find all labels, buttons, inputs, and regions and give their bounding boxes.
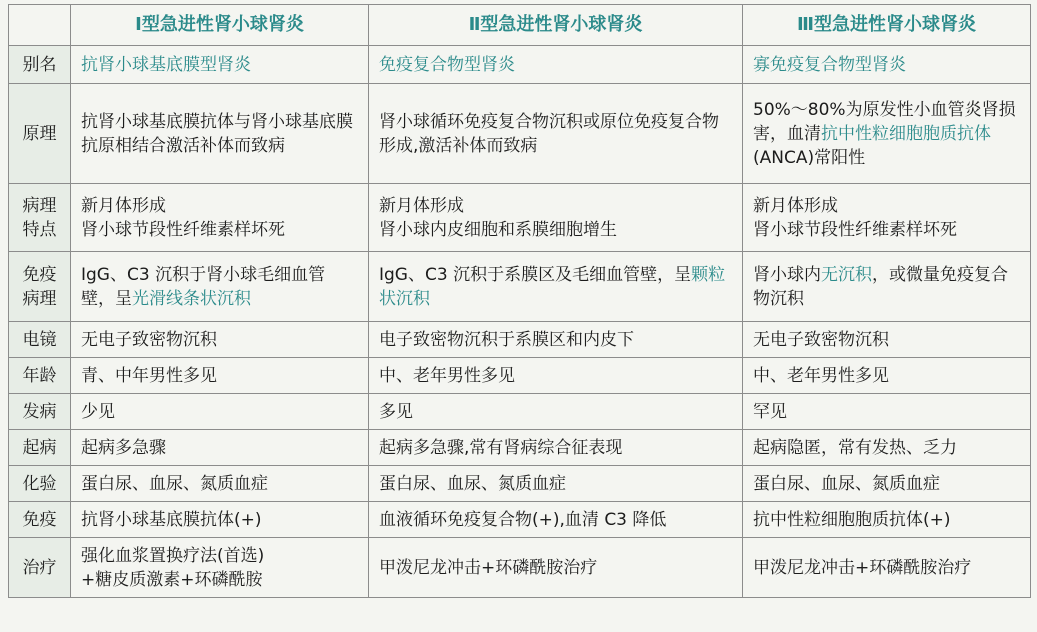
row-label: 原理	[9, 84, 71, 184]
cell-text: 起病多急骤,常有肾病综合征表现	[379, 437, 623, 458]
table-body	[9, 46, 1031, 598]
cell-text: 蛋白尿、血尿、氮质血症	[379, 473, 566, 494]
cell-text: 新月体形成 肾小球节段性纤维素样坏死	[81, 195, 285, 240]
highlighted-text: 颗粒状沉积	[379, 264, 726, 309]
cell-text: 起病隐匿，常有发热、乏力	[753, 437, 957, 458]
cell-text: 抗中性粒细胞胞质抗体(+)	[753, 509, 951, 530]
row-label: 治疗	[9, 538, 71, 598]
header-type-1: Ⅰ型急进性肾小球肾炎	[71, 5, 369, 46]
table-cell-type-1	[71, 358, 369, 394]
row-label: 年龄	[9, 358, 71, 394]
highlighted-text: 免疫复合物型肾炎	[379, 54, 515, 75]
header-type-3: Ⅲ型急进性肾小球肾炎	[743, 5, 1031, 46]
cell-text: IgG、C3 沉积于肾小球毛细血管壁，呈	[81, 264, 326, 309]
cell-text: 无电子致密物沉积	[753, 329, 889, 350]
cell-text: 蛋白尿、血尿、氮质血症	[81, 473, 268, 494]
table-cell-type-2	[369, 430, 743, 466]
cell-text: 肾小球内	[753, 264, 821, 285]
row-label: 别名	[9, 46, 71, 84]
row-label: 发病	[9, 394, 71, 430]
table-cell-type-1	[71, 252, 369, 322]
cell-text: 少见	[81, 401, 115, 422]
cell-text: 新月体形成 肾小球内皮细胞和系膜细胞增生	[379, 195, 617, 240]
table-cell-type-3	[743, 358, 1031, 394]
table-row	[9, 322, 1031, 358]
table-cell-type-2	[369, 184, 743, 252]
highlighted-text: 光滑线条状沉积	[132, 288, 251, 309]
table-cell-type-2	[369, 358, 743, 394]
table-cell-type-2	[369, 46, 743, 84]
table-cell-type-3	[743, 184, 1031, 252]
cell-text: 肾小球循环免疫复合物沉积或原位免疫复合物形成,激活补体而致病	[379, 111, 719, 156]
row-label: 电镜	[9, 322, 71, 358]
table-cell-type-1	[71, 502, 369, 538]
table-cell-type-3	[743, 502, 1031, 538]
cell-text: 青、中年男性多见	[81, 365, 217, 386]
table-cell-type-3	[743, 322, 1031, 358]
table-cell-type-3	[743, 252, 1031, 322]
table-cell-type-3	[743, 466, 1031, 502]
cell-text: (ANCA)常阳性	[753, 147, 866, 168]
cell-text: 罕见	[753, 401, 787, 422]
table-cell-type-1	[71, 322, 369, 358]
table-cell-type-1	[71, 538, 369, 598]
table-row	[9, 184, 1031, 252]
table-cell-type-1	[71, 184, 369, 252]
table-row	[9, 394, 1031, 430]
cell-text: 强化血浆置换疗法(首选) +糖皮质激素+环磷酰胺	[81, 545, 265, 590]
cell-text: 50%～80%为原发性小血管炎肾损害，血清	[753, 99, 1016, 144]
table-cell-type-1	[71, 430, 369, 466]
table-cell-type-2	[369, 84, 743, 184]
header-type-2: Ⅱ型急进性肾小球肾炎	[369, 5, 743, 46]
cell-text: 抗肾小球基底膜抗体(+)	[81, 509, 262, 530]
table-row	[9, 430, 1031, 466]
cell-text: 甲泼尼龙冲击+环磷酰胺治疗	[379, 557, 598, 578]
cell-text: ，或微量免疫复合物沉积	[753, 264, 1008, 309]
header-row	[9, 5, 1031, 46]
cell-text: 起病多急骤	[81, 437, 166, 458]
table-cell-type-3	[743, 46, 1031, 84]
table-cell-type-3	[743, 84, 1031, 184]
table-cell-type-2	[369, 502, 743, 538]
highlighted-text: 无沉积	[821, 264, 872, 285]
cell-text: 中、老年男性多见	[753, 365, 889, 386]
row-label: 起病	[9, 430, 71, 466]
table-row	[9, 252, 1031, 322]
highlighted-text: 寡免疫复合物型肾炎	[753, 54, 906, 75]
comparison-table-wrapper	[8, 4, 1030, 598]
table-row	[9, 46, 1031, 84]
row-label: 免疫 病理	[9, 252, 71, 322]
table-row	[9, 538, 1031, 598]
table-cell-type-3	[743, 538, 1031, 598]
row-label: 化验	[9, 466, 71, 502]
header-blank	[9, 5, 71, 46]
highlighted-text: 抗中性粒细胞胞质抗体	[821, 123, 991, 144]
table-cell-type-3	[743, 394, 1031, 430]
table-cell-type-1	[71, 394, 369, 430]
table-cell-type-2	[369, 252, 743, 322]
table-cell-type-1	[71, 46, 369, 84]
cell-text: 蛋白尿、血尿、氮质血症	[753, 473, 940, 494]
comparison-table	[8, 4, 1031, 598]
row-label: 免疫	[9, 502, 71, 538]
cell-text: 甲泼尼龙冲击+环磷酰胺治疗	[753, 557, 972, 578]
cell-text: 中、老年男性多见	[379, 365, 515, 386]
table-row	[9, 84, 1031, 184]
cell-text: IgG、C3 沉积于系膜区及毛细血管壁，呈	[379, 264, 692, 285]
table-cell-type-1	[71, 84, 369, 184]
table-cell-type-2	[369, 466, 743, 502]
row-label: 病理 特点	[9, 184, 71, 252]
table-row	[9, 502, 1031, 538]
table-row	[9, 358, 1031, 394]
table-cell-type-3	[743, 430, 1031, 466]
highlighted-text: 抗肾小球基底膜型肾炎	[81, 54, 251, 75]
cell-text: 抗肾小球基底膜抗体与肾小球基底膜抗原相结合激活补体而致病	[81, 111, 353, 156]
table-row	[9, 466, 1031, 502]
cell-text: 多见	[379, 401, 413, 422]
cell-text: 新月体形成 肾小球节段性纤维素样坏死	[753, 195, 957, 240]
table-cell-type-1	[71, 466, 369, 502]
cell-text: 血液循环免疫复合物(+),血清 C3 降低	[379, 509, 667, 530]
cell-text: 电子致密物沉积于系膜区和内皮下	[379, 329, 634, 350]
table-cell-type-2	[369, 538, 743, 598]
table-cell-type-2	[369, 322, 743, 358]
table-cell-type-2	[369, 394, 743, 430]
cell-text: 无电子致密物沉积	[81, 329, 217, 350]
